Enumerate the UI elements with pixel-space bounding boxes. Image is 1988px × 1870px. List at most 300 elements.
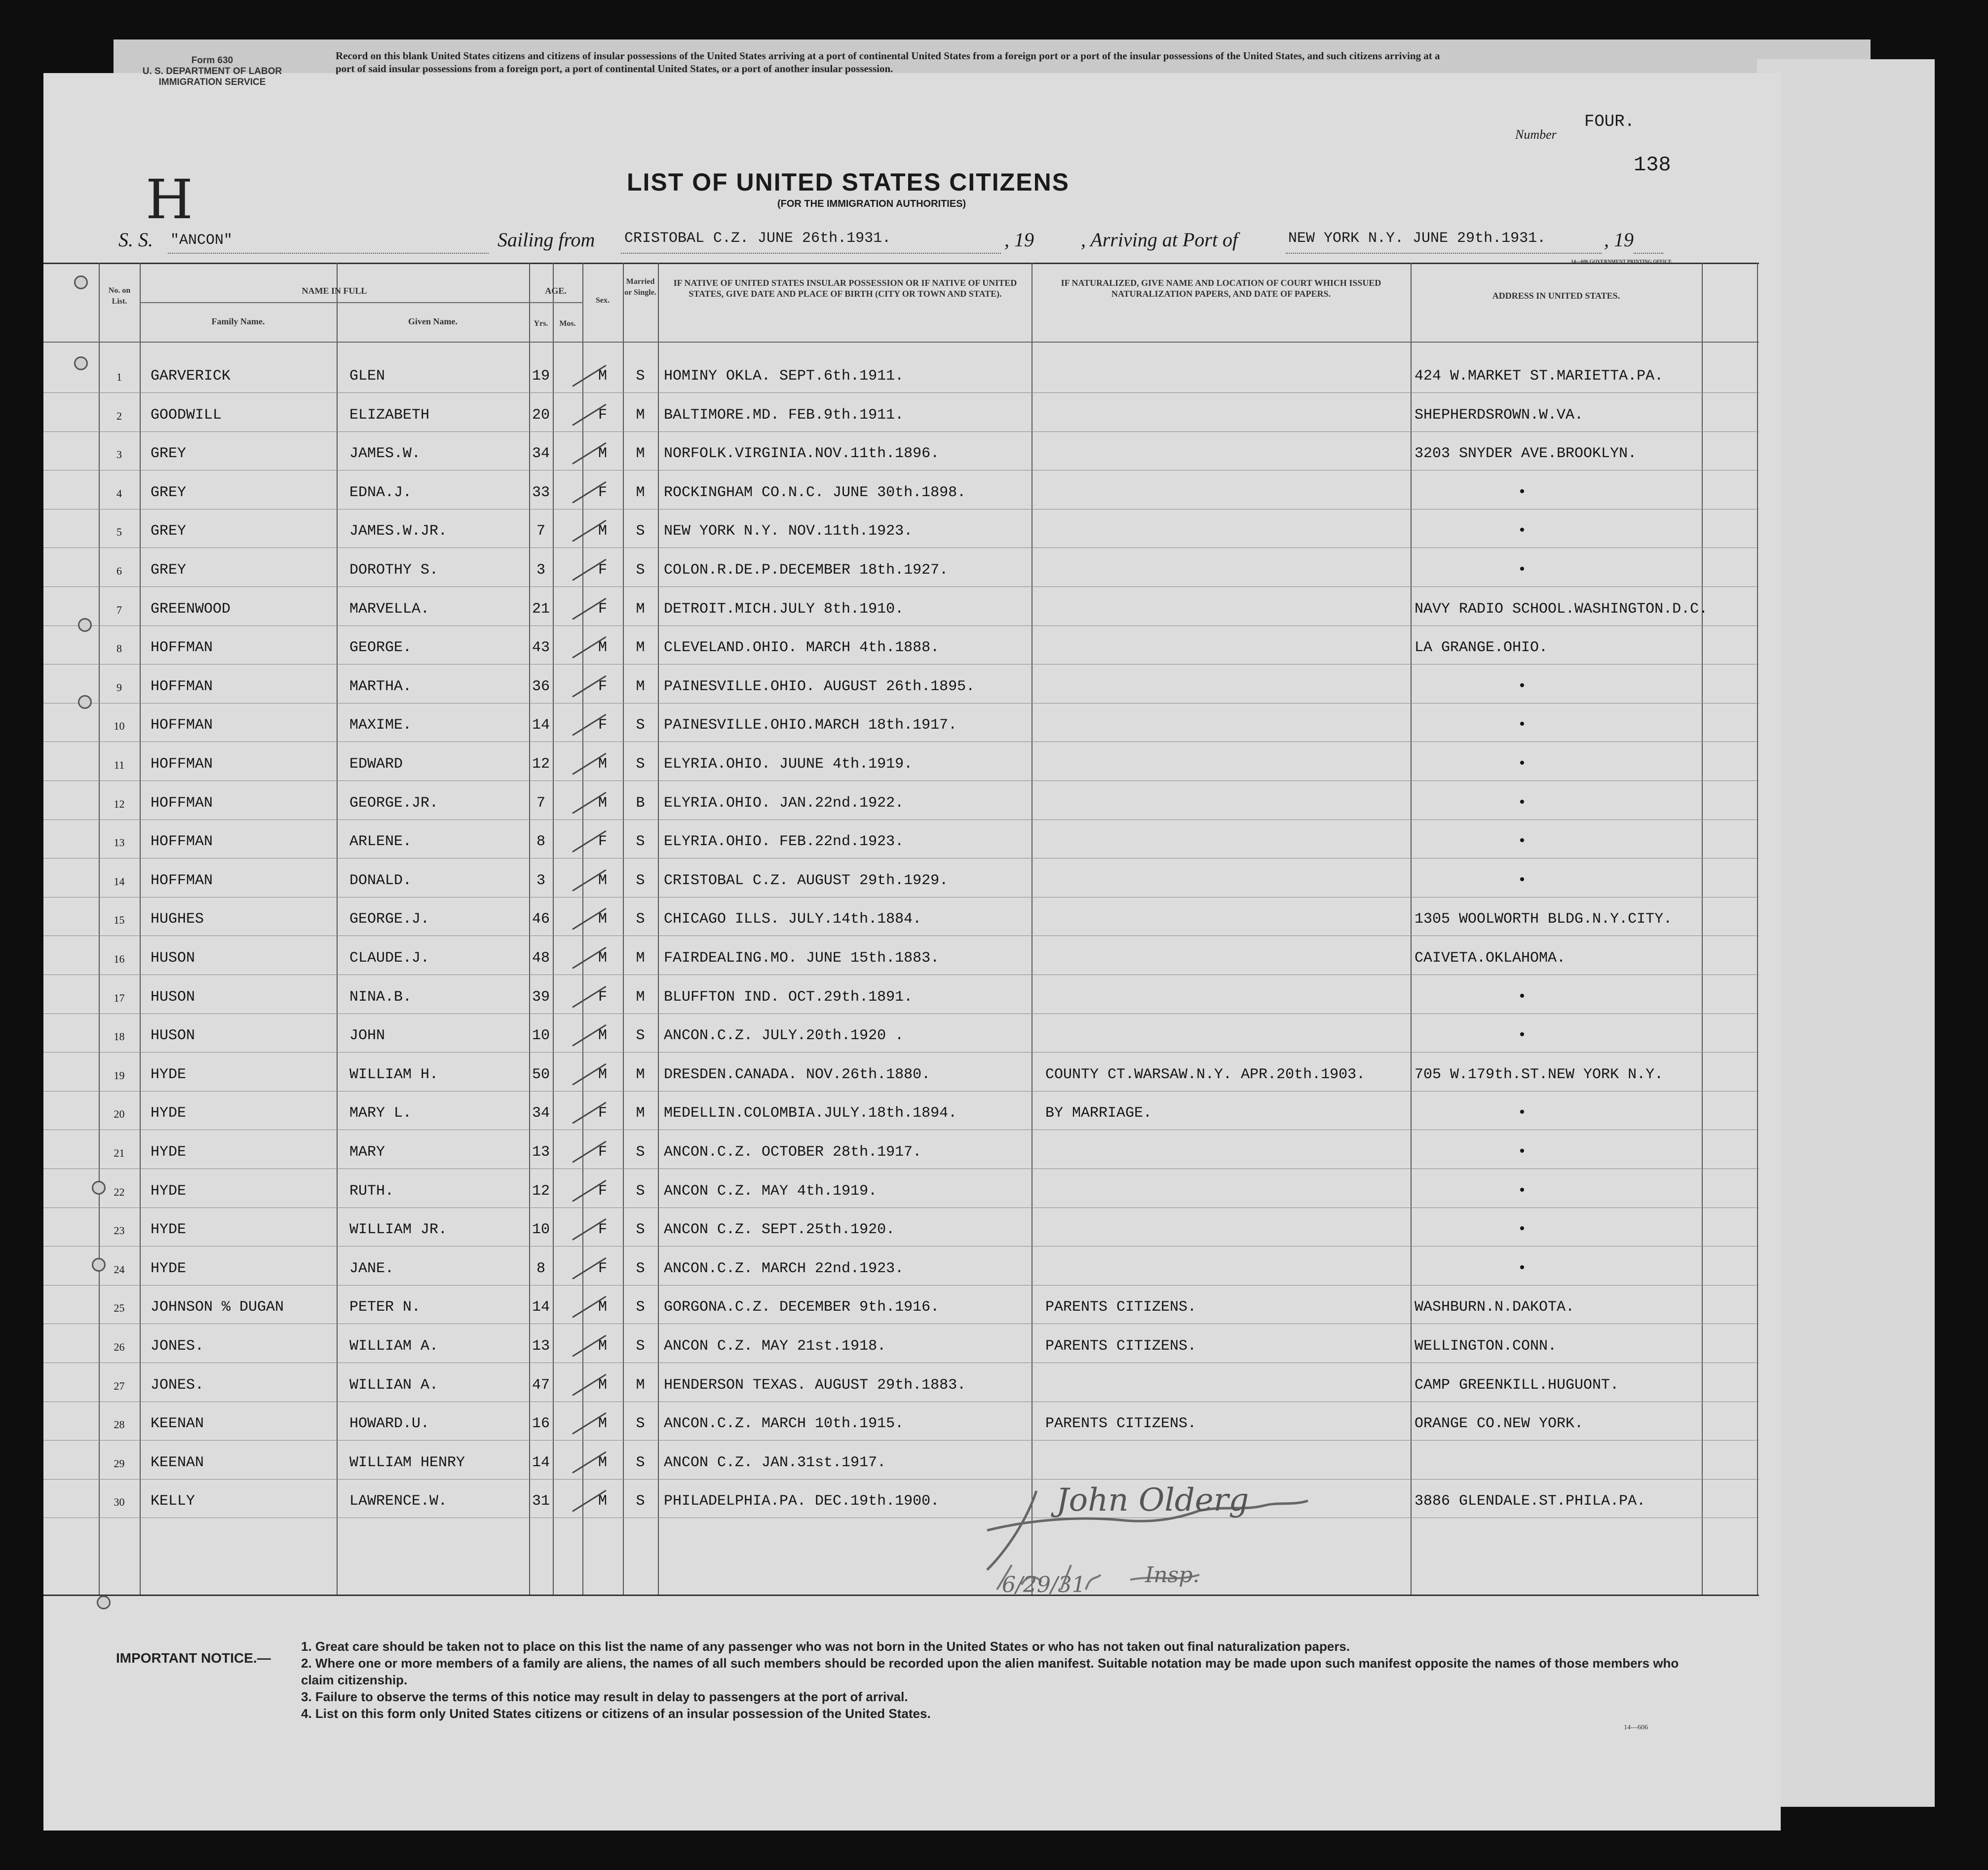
us-address: • xyxy=(1518,872,1527,889)
age-years: 10 xyxy=(532,1221,550,1239)
row-number: 22 xyxy=(114,1185,125,1198)
sex: F xyxy=(598,1260,607,1277)
number-label: Number xyxy=(1515,127,1557,142)
row-number: 16 xyxy=(114,953,125,965)
printer-note: 14—606 GOVERNMENT PRINTING OFFICE xyxy=(1571,259,1672,265)
row-rule xyxy=(43,741,1759,742)
given-name: ELIZABETH xyxy=(349,406,430,424)
ship-name: "ANCON" xyxy=(170,232,233,249)
given-name: JAMES.W.JR. xyxy=(349,523,448,540)
birth-place-date: ANCON.C.Z. MARCH 10th.1915. xyxy=(664,1415,904,1433)
age-years: 8 xyxy=(536,833,545,851)
age-years: 10 xyxy=(532,1027,550,1045)
given-name: RUTH. xyxy=(349,1182,394,1200)
marital-status: S xyxy=(636,872,645,889)
signature-name: John Olderg xyxy=(1056,1482,1249,1519)
sex: M xyxy=(598,1027,607,1045)
age-years: 46 xyxy=(532,911,550,928)
col-name-in-full: NAME IN FULL xyxy=(302,286,367,296)
marital-status: S xyxy=(636,717,645,734)
sex: M xyxy=(598,1454,607,1471)
sex: F xyxy=(598,678,607,695)
family-name: GREY xyxy=(151,445,187,463)
us-address: • xyxy=(1518,756,1527,773)
row-number: 8 xyxy=(116,642,122,655)
birth-place-date: HENDERSON TEXAS. AUGUST 29th.1883. xyxy=(664,1376,966,1394)
us-address: NAVY RADIO SCHOOL.WASHINGTON.D.C. xyxy=(1415,600,1708,618)
birth-place-date: ANCON.C.Z. OCTOBER 28th.1917. xyxy=(664,1144,922,1161)
given-name: WILLIAM H. xyxy=(349,1066,439,1083)
row-rule xyxy=(43,935,1759,936)
given-name: DOROTHY S. xyxy=(349,562,439,579)
us-address: • xyxy=(1518,1221,1527,1239)
family-name: HUSON xyxy=(151,950,195,967)
sex: M xyxy=(598,368,607,385)
age-years: 14 xyxy=(532,1299,550,1316)
marital-status: M xyxy=(636,484,645,501)
us-address: • xyxy=(1518,717,1527,734)
family-name: HYDE xyxy=(151,1144,187,1161)
sex: F xyxy=(598,833,607,851)
ss-label: S. S. xyxy=(118,229,153,251)
sheet-edge-right xyxy=(1757,59,1935,1807)
age-years: 3 xyxy=(536,872,545,889)
row-rule xyxy=(43,547,1759,548)
given-name: PETER N. xyxy=(349,1299,421,1316)
row-rule xyxy=(43,586,1759,587)
given-name: WILLIAM JR. xyxy=(349,1221,448,1239)
age-years: 14 xyxy=(532,717,550,734)
birth-place-date: ELYRIA.OHIO. FEB.22nd.1923. xyxy=(664,833,904,851)
service: IMMIGRATION SERVICE xyxy=(158,77,266,87)
us-address: CAMP GREENKILL.HUGUONT. xyxy=(1415,1376,1619,1394)
family-name: HOFFMAN xyxy=(151,833,213,851)
given-name: JOHN xyxy=(349,1027,385,1045)
marital-status: S xyxy=(636,1493,645,1510)
punch-hole xyxy=(74,275,88,289)
marital-status: S xyxy=(636,1299,645,1316)
row-number: 21 xyxy=(114,1147,125,1159)
given-name: JAMES.W. xyxy=(349,445,421,463)
birth-place-date: COLON.R.DE.P.DECEMBER 18th.1927. xyxy=(664,562,949,579)
age-years: 7 xyxy=(536,794,545,812)
row-number: 10 xyxy=(114,720,125,733)
col-given-name: Given Name. xyxy=(408,316,458,326)
col-yrs: Yrs. xyxy=(534,319,548,328)
naturalization: PARENTS CITIZENS. xyxy=(1045,1338,1197,1355)
us-address: 3886 GLENDALE.ST.PHILA.PA. xyxy=(1415,1493,1646,1510)
punch-hole xyxy=(78,618,92,632)
given-name: WILLIAM A. xyxy=(349,1338,439,1355)
family-name: HUSON xyxy=(151,1027,195,1045)
sex: F xyxy=(598,600,607,618)
us-address: CAIVETA.OKLAHOMA. xyxy=(1415,950,1566,967)
sex: M xyxy=(598,756,607,773)
family-name: GARVERICK xyxy=(151,368,231,385)
family-name: HYDE xyxy=(151,1105,187,1122)
row-number: 7 xyxy=(116,603,122,616)
col-married: Married or Single. xyxy=(624,277,656,297)
age-years: 34 xyxy=(532,1105,550,1122)
us-address: • xyxy=(1518,1027,1527,1045)
us-address: • xyxy=(1518,484,1527,501)
family-name: HYDE xyxy=(151,1260,187,1277)
birth-place-date: PAINESVILLE.OHIO. AUGUST 26th.1895. xyxy=(664,678,975,695)
birth-place-date: NEW YORK N.Y. NOV.11th.1923. xyxy=(664,523,913,540)
marital-status: M xyxy=(636,639,645,657)
sex: F xyxy=(598,1221,607,1239)
row-number: 26 xyxy=(114,1341,125,1353)
sex: M xyxy=(598,639,607,657)
us-address: 424 W.MARKET ST.MARIETTA.PA. xyxy=(1415,368,1664,385)
row-rule xyxy=(43,1285,1759,1286)
birth-place-date: NORFOLK.VIRGINIA.NOV.11th.1896. xyxy=(664,445,940,463)
family-name: JONES. xyxy=(151,1338,204,1355)
given-name: JANE. xyxy=(349,1260,394,1277)
birth-place-date: MEDELLIN.COLOMBIA.JULY.18th.1894. xyxy=(664,1105,957,1122)
given-name: GEORGE.J. xyxy=(349,911,430,928)
page-subtitle: (FOR THE IMMIGRATION AUTHORITIES) xyxy=(777,198,966,209)
punch-hole xyxy=(74,356,88,370)
age-years: 33 xyxy=(532,484,550,501)
marital-status: S xyxy=(636,368,645,385)
given-name: GEORGE.JR. xyxy=(349,794,439,812)
given-name: GEORGE. xyxy=(349,639,412,657)
age-years: 12 xyxy=(532,756,550,773)
col-birth: IF NATIVE OF UNITED STATES INSULAR POSSESSION OR IF NATIVE OF UNITED STATES, GIVE DATE AND PLACE OF BIRTH (CITY OR TOWN AND STATE). xyxy=(673,278,1017,299)
age-years: 19 xyxy=(532,368,550,385)
marital-status: S xyxy=(636,833,645,851)
punch-hole xyxy=(92,1181,106,1195)
row-number: 1 xyxy=(116,371,122,383)
col-sex: Sex. xyxy=(596,296,610,305)
row-rule xyxy=(43,780,1759,781)
handwritten-mark: H xyxy=(146,168,193,231)
birth-place-date: BALTIMORE.MD. FEB.9th.1911. xyxy=(664,406,904,424)
us-address: 3203 SNYDER AVE.BROOKLYN. xyxy=(1415,445,1637,463)
punch-hole xyxy=(78,695,92,709)
sex: M xyxy=(598,872,607,889)
notice-item: 1. Great care should be taken not to place on this list the name of any passenger who was not born in the United States or who has not taken out final naturalization papers. xyxy=(301,1639,1350,1654)
marital-status: S xyxy=(636,1182,645,1200)
family-name: HOFFMAN xyxy=(151,794,213,812)
sex: M xyxy=(598,1415,607,1433)
page-title: LIST OF UNITED STATES CITIZENS xyxy=(627,168,1070,196)
row-rule xyxy=(43,1013,1759,1014)
birth-place-date: ANCON.C.Z. MARCH 22nd.1923. xyxy=(664,1260,904,1277)
age-years: 14 xyxy=(532,1454,550,1471)
us-address: • xyxy=(1518,1105,1527,1122)
page-number: 138 xyxy=(1634,153,1671,177)
notice-item: 4. List on this form only United States citizens or citizens of an insular possession of the United States. xyxy=(301,1706,931,1721)
family-name: GREY xyxy=(151,523,187,540)
given-name: CLAUDE.J. xyxy=(349,950,430,967)
birth-place-date: ANCON C.Z. JAN.31st.1917. xyxy=(664,1454,886,1471)
given-name: NINA.B. xyxy=(349,988,412,1006)
birth-place-date: ROCKINGHAM CO.N.C. JUNE 30th.1898. xyxy=(664,484,966,501)
arriving-label: , Arriving at Port of xyxy=(1081,229,1238,251)
row-number: 19 xyxy=(114,1069,125,1082)
marital-status: S xyxy=(636,1144,645,1161)
notice-item: 2. Where one or more members of a family are aliens, the names of all such members should be recorded upon the alien manifest. Suitable notation may be made upon such manifest opposite the names of those members who claim citizenship. xyxy=(301,1656,1679,1687)
family-name: HYDE xyxy=(151,1182,187,1200)
us-address: • xyxy=(1518,562,1527,579)
marital-status: S xyxy=(636,756,645,773)
row-rule xyxy=(43,431,1759,432)
family-name: JOHNSON % DUGAN xyxy=(151,1299,284,1316)
birth-place-date: ANCON C.Z. MAY 21st.1918. xyxy=(664,1338,886,1355)
family-name: KELLY xyxy=(151,1493,195,1510)
sex: M xyxy=(598,1493,607,1510)
marital-status: S xyxy=(636,523,645,540)
year-label-1: , 19 xyxy=(1004,229,1034,251)
family-name: GREY xyxy=(151,484,187,501)
sex: M xyxy=(598,1338,607,1355)
age-years: 13 xyxy=(532,1338,550,1355)
given-name: GLEN xyxy=(349,368,385,385)
notice-item: 3. Failure to observe the terms of this notice may result in delay to passengers at the port of arrival. xyxy=(301,1689,908,1704)
row-rule xyxy=(43,819,1759,820)
age-years: 31 xyxy=(532,1493,550,1510)
punch-hole xyxy=(92,1258,106,1272)
col-family-name: Family Name. xyxy=(211,316,265,326)
us-address: WELLINGTON.CONN. xyxy=(1415,1338,1557,1355)
row-number: 5 xyxy=(116,526,122,539)
sex: F xyxy=(598,1182,607,1200)
family-name: GREENWOOD xyxy=(151,600,231,618)
manifest-table xyxy=(43,263,1759,1596)
sex: F xyxy=(598,1105,607,1122)
sex: F xyxy=(598,1144,607,1161)
col-age: AGE. xyxy=(545,286,567,296)
sex: F xyxy=(598,406,607,424)
age-years: 8 xyxy=(536,1260,545,1277)
us-address: 705 W.179th.ST.NEW YORK N.Y. xyxy=(1415,1066,1664,1083)
given-name: MARY xyxy=(349,1144,385,1161)
birth-place-date: PAINESVILLE.OHIO.MARCH 18th.1917. xyxy=(664,717,957,734)
marital-status: M xyxy=(636,1066,645,1083)
row-number: 25 xyxy=(114,1302,125,1315)
age-years: 3 xyxy=(536,562,545,579)
us-address: • xyxy=(1518,523,1527,540)
marital-status: M xyxy=(636,1376,645,1394)
sex: M xyxy=(598,1066,607,1083)
us-address: WASHBURN.N.DAKOTA. xyxy=(1415,1299,1575,1316)
form-footer: 14—606 xyxy=(1624,1724,1648,1731)
family-name: KEENAN xyxy=(151,1415,204,1433)
age-years: 48 xyxy=(532,950,550,967)
birth-place-date: BLUFFTON IND. OCT.29th.1891. xyxy=(664,988,913,1006)
col-no: No. on List. xyxy=(108,286,131,306)
family-name: JONES. xyxy=(151,1376,204,1394)
row-number: 15 xyxy=(114,914,125,927)
list-number: FOUR. xyxy=(1584,113,1635,131)
marital-status: S xyxy=(636,1027,645,1045)
family-name: HYDE xyxy=(151,1066,187,1083)
birth-place-date: ANCON.C.Z. JULY.20th.1920 . xyxy=(664,1027,904,1045)
sex: M xyxy=(598,794,607,812)
row-number: 3 xyxy=(116,448,122,461)
marital-status: B xyxy=(636,794,645,812)
row-number: 2 xyxy=(116,409,122,422)
row-number: 20 xyxy=(114,1108,125,1121)
row-number: 9 xyxy=(116,681,122,694)
age-years: 13 xyxy=(532,1144,550,1161)
family-name: HYDE xyxy=(151,1221,187,1239)
marital-status: M xyxy=(636,950,645,967)
col-naturalized: IF NATURALIZED, GIVE NAME AND LOCATION OF COURT WHICH ISSUED NATURALIZATION PAPERS, AND DATE OF PAPERS. xyxy=(1061,278,1381,299)
us-address: • xyxy=(1518,1260,1527,1277)
row-rule xyxy=(43,974,1759,975)
marital-status: M xyxy=(636,445,645,463)
given-name: WILLIAM HENRY xyxy=(349,1454,465,1471)
given-name: ARLENE. xyxy=(349,833,412,851)
family-name: KEENAN xyxy=(151,1454,204,1471)
age-years: 16 xyxy=(532,1415,550,1433)
birth-place-date: ELYRIA.OHIO. JAN.22nd.1922. xyxy=(664,794,904,812)
row-rule xyxy=(43,1440,1759,1441)
sailing-from: CRISTOBAL C.Z. JUNE 26th.1931. xyxy=(624,230,891,247)
birth-place-date: PHILADELPHIA.PA. DEC.19th.1900. xyxy=(664,1493,940,1510)
family-name: HUGHES xyxy=(151,911,204,928)
given-name: WILLIAN A. xyxy=(349,1376,439,1394)
family-name: HOFFMAN xyxy=(151,717,213,734)
department: U. S. DEPARTMENT OF LABOR xyxy=(142,66,282,77)
given-name: MARTHA. xyxy=(349,678,412,695)
col-mos: Mos. xyxy=(559,319,576,328)
arriving-port: NEW YORK N.Y. JUNE 29th.1931. xyxy=(1288,230,1546,247)
sex: M xyxy=(598,911,607,928)
year-label-2: , 19 xyxy=(1604,229,1634,251)
marital-status: M xyxy=(636,988,645,1006)
row-number: 11 xyxy=(114,759,125,771)
marital-status: S xyxy=(636,1454,645,1471)
us-address: • xyxy=(1518,678,1527,695)
us-address: ORANGE CO.NEW YORK. xyxy=(1415,1415,1584,1433)
age-years: 50 xyxy=(532,1066,550,1083)
col-address: ADDRESS IN UNITED STATES. xyxy=(1492,291,1620,301)
row-rule xyxy=(43,392,1759,393)
birth-place-date: CHICAGO ILLS. JULY.14th.1884. xyxy=(664,911,922,928)
us-address: • xyxy=(1518,1182,1527,1200)
age-years: 20 xyxy=(532,406,550,424)
notice-lead: IMPORTANT NOTICE.— xyxy=(116,1650,271,1666)
sailing-label: Sailing from xyxy=(497,229,595,251)
age-years: 7 xyxy=(536,523,545,540)
marital-status: S xyxy=(636,911,645,928)
birth-place-date: CRISTOBAL C.Z. AUGUST 29th.1929. xyxy=(664,872,949,889)
birth-place-date: GORGONA.C.Z. DECEMBER 9th.1916. xyxy=(664,1299,940,1316)
us-address: • xyxy=(1518,794,1527,812)
marital-status: S xyxy=(636,1221,645,1239)
marital-status: M xyxy=(636,406,645,424)
row-number: 17 xyxy=(114,991,125,1004)
marital-status: M xyxy=(636,600,645,618)
us-address: • xyxy=(1518,1144,1527,1161)
marital-status: S xyxy=(636,562,645,579)
given-name: LAWRENCE.W. xyxy=(349,1493,448,1510)
row-number: 24 xyxy=(114,1263,125,1276)
given-name: EDNA.J. xyxy=(349,484,412,501)
row-number: 6 xyxy=(116,565,122,577)
sex: M xyxy=(598,445,607,463)
form-identifier xyxy=(106,55,318,88)
punch-hole xyxy=(97,1596,111,1609)
family-name: GOODWILL xyxy=(151,406,222,424)
age-years: 21 xyxy=(532,600,550,618)
family-name: HOFFMAN xyxy=(151,756,213,773)
signature-title: Insp. xyxy=(1145,1562,1200,1588)
us-address: SHEPHERDSROWN.W.VA. xyxy=(1415,406,1584,424)
age-years: 36 xyxy=(532,678,550,695)
sex: M xyxy=(598,1376,607,1394)
marital-status: M xyxy=(636,678,645,695)
marital-status: S xyxy=(636,1260,645,1277)
age-years: 34 xyxy=(532,445,550,463)
marital-status: S xyxy=(636,1415,645,1433)
inspector-signature xyxy=(967,1476,1342,1604)
row-number: 12 xyxy=(114,797,125,810)
us-address: 1305 WOOLWORTH BLDG.N.Y.CITY. xyxy=(1415,911,1673,928)
us-address: • xyxy=(1518,988,1527,1006)
marital-status: M xyxy=(636,1105,645,1122)
given-name: DONALD. xyxy=(349,872,412,889)
family-name: HOFFMAN xyxy=(151,872,213,889)
sex: F xyxy=(598,717,607,734)
naturalization: PARENTS CITIZENS. xyxy=(1045,1415,1197,1433)
form-number: Form 630 xyxy=(191,55,233,66)
birth-place-date: ELYRIA.OHIO. JUUNE 4th.1919. xyxy=(664,756,913,773)
row-number: 18 xyxy=(114,1030,125,1043)
row-number: 13 xyxy=(114,836,125,849)
sex: M xyxy=(598,950,607,967)
given-name: HOWARD.U. xyxy=(349,1415,430,1433)
row-rule xyxy=(43,625,1759,626)
given-name: MARY L. xyxy=(349,1105,412,1122)
family-name: HOFFMAN xyxy=(151,639,213,657)
birth-place-date: DETROIT.MICH.JULY 8th.1910. xyxy=(664,600,904,618)
us-address: • xyxy=(1518,833,1527,851)
birth-place-date: ANCON C.Z. SEPT.25th.1920. xyxy=(664,1221,895,1239)
row-rule xyxy=(43,1246,1759,1247)
family-name: GREY xyxy=(151,562,187,579)
naturalization: BY MARRIAGE. xyxy=(1045,1105,1152,1122)
given-name: MARVELLA. xyxy=(349,600,430,618)
row-number: 14 xyxy=(114,875,125,888)
row-number: 27 xyxy=(114,1379,125,1392)
sex: M xyxy=(598,523,607,540)
row-rule xyxy=(43,1479,1759,1480)
age-years: 39 xyxy=(532,988,550,1006)
given-name: MAXIME. xyxy=(349,717,412,734)
marital-status: S xyxy=(636,1338,645,1355)
naturalization: PARENTS CITIZENS. xyxy=(1045,1299,1197,1316)
given-name: EDWARD xyxy=(349,756,403,773)
naturalization: COUNTY CT.WARSAW.N.Y. APR.20th.1903. xyxy=(1045,1066,1366,1083)
signature-date: 6/29/31 xyxy=(1002,1572,1086,1597)
sex: F xyxy=(598,988,607,1006)
row-number: 30 xyxy=(114,1496,125,1509)
row-number: 4 xyxy=(116,487,122,500)
sex: F xyxy=(598,562,607,579)
sex: F xyxy=(598,484,607,501)
sex: M xyxy=(598,1299,607,1316)
birth-place-date: FAIRDEALING.MO. JUNE 15th.1883. xyxy=(664,950,940,967)
family-name: HOFFMAN xyxy=(151,678,213,695)
family-name: HUSON xyxy=(151,988,195,1006)
row-number: 28 xyxy=(114,1418,125,1431)
age-years: 47 xyxy=(532,1376,550,1394)
